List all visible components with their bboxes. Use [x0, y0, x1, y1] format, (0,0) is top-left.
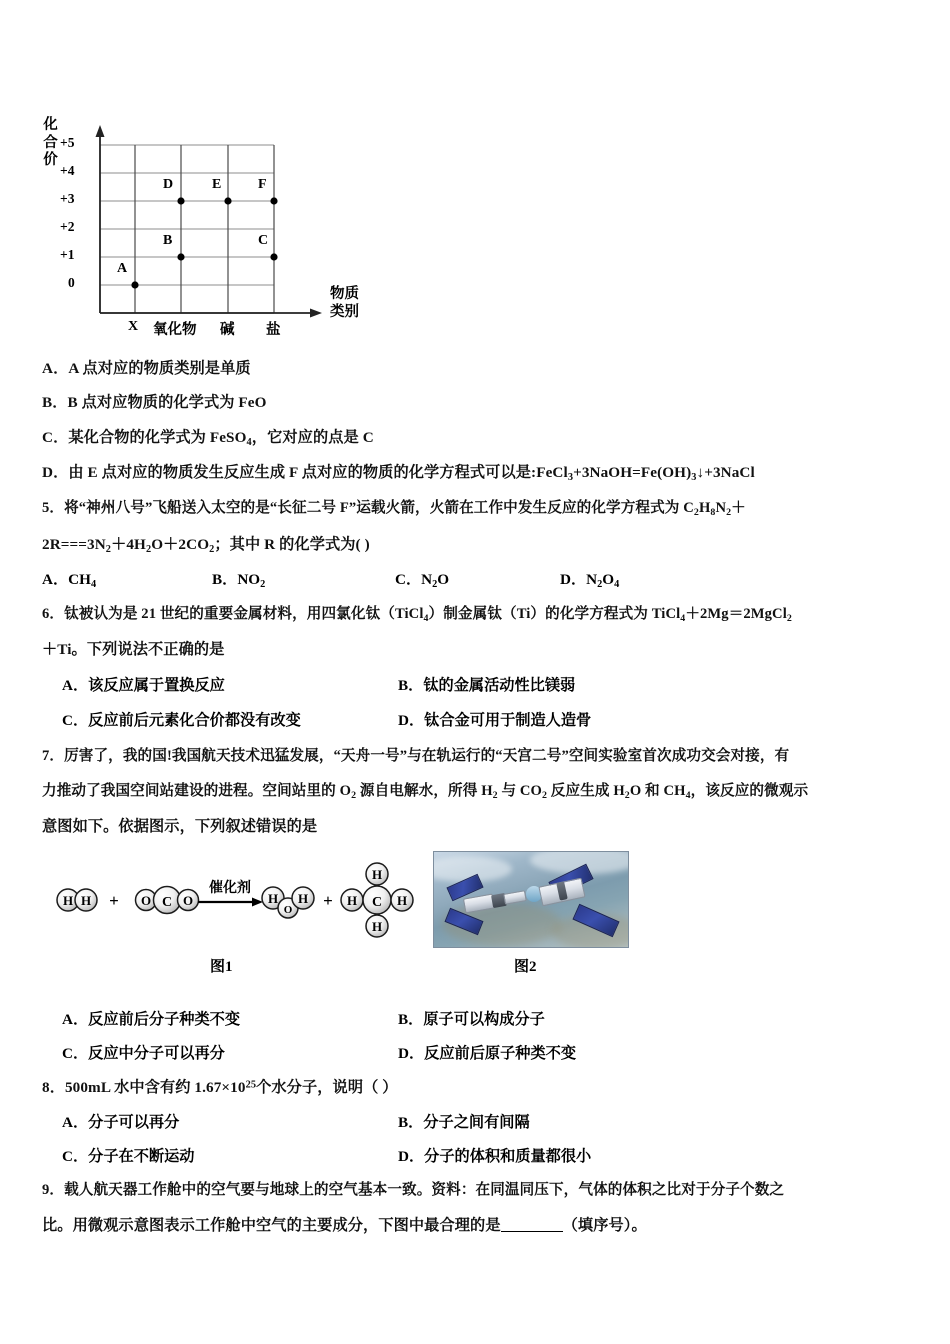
- q5-oc-sa: 2: [432, 578, 438, 590]
- q8-stem: [42, 1077, 398, 1100]
- reaction-schematic-diagram: [50, 848, 450, 958]
- q8-line-a: 8．500mL 水中含有约 1.67×10: [42, 1079, 246, 1096]
- q8-option-d: D．分子的体积和质量都很小: [398, 1148, 592, 1165]
- q5-option-d: [560, 568, 619, 590]
- q6-l1b: ）制金属钛（Ti）的化学方程式为 TiCl: [428, 606, 681, 622]
- chart-points: [131, 197, 277, 288]
- q6-option-d: D．钛合金可用于制造人造骨: [398, 712, 592, 729]
- q6-stem-line2: ＋Ti。下列说法不正确的是: [42, 641, 225, 658]
- svg-text:H: H: [267, 891, 279, 906]
- y-tick-4: +4: [60, 163, 75, 178]
- svg-text:O: O: [283, 904, 293, 916]
- q5-l1c: N: [715, 500, 727, 516]
- svg-text:H: H: [371, 919, 383, 934]
- reaction-arrow: [198, 879, 263, 907]
- point-label-D: D: [163, 177, 174, 192]
- q5-l2b: ＋4H: [111, 536, 146, 553]
- q8-option-b: B．分子之间有间隔: [398, 1114, 530, 1131]
- q6-l1c: ＋2Mg＝2MgCl: [685, 606, 787, 622]
- q5-l2s1: 2: [105, 543, 112, 555]
- q7-l2c: 与 CO: [497, 783, 542, 799]
- q6-stem-line1: [42, 604, 792, 627]
- q5-l2s2: 2: [145, 543, 152, 555]
- q5-l1s1: 2: [693, 506, 699, 518]
- q5-l2a: 2R===3N: [42, 536, 106, 553]
- q7-l2s5: 4: [685, 789, 691, 801]
- q5-l1d: ＋: [731, 500, 746, 516]
- point-label-A: A: [117, 261, 128, 276]
- y-axis-title: 化合价: [43, 117, 58, 169]
- q5-oc-fb: O: [437, 571, 450, 588]
- q4-option-c: [42, 427, 374, 450]
- svg-text:H: H: [371, 867, 383, 882]
- q4-option-a: A．A 点对应的物质类别是单质: [42, 360, 251, 377]
- q4-option-c-post: ，它对应的点是 C: [251, 429, 374, 446]
- q5-od-fb: O: [602, 571, 615, 588]
- methane-molecule: [341, 863, 413, 937]
- q4-d-mid1: +3NaOH=Fe(OH): [573, 464, 692, 481]
- q5-ob-sa: 2: [260, 578, 266, 590]
- q5-ob-fa: NO: [237, 571, 261, 588]
- q7-stem-line3: 意图如下。依据图示，下列叙述错误的是: [42, 818, 318, 835]
- svg-text:H: H: [396, 893, 408, 908]
- plus-sign-1: +: [109, 891, 119, 910]
- catalyst-label: 催化剂: [209, 881, 251, 896]
- svg-text:C: C: [161, 895, 173, 910]
- q6-l1a: 6．钛被认为是 21 世纪的重要金属材料，用四氯化钛（TiCl: [42, 606, 424, 622]
- y-tick-0: 0: [68, 275, 75, 290]
- q5-oa-sa: 4: [90, 578, 97, 590]
- q6-l1s2: 4: [680, 612, 686, 624]
- svg-text:C: C: [371, 895, 383, 910]
- y-tick-2: +2: [60, 219, 75, 234]
- q5-od-fa: N: [586, 571, 598, 588]
- q6-l1s1: 4: [423, 612, 429, 624]
- q4-d-sub1: 3: [567, 471, 574, 483]
- q4-option-b: B．B 点对应物质的化学式为 FeO: [42, 394, 267, 411]
- q5-oc-letter: C．: [395, 571, 422, 588]
- q8-exponent: 25: [245, 1079, 257, 1091]
- q7-stem-line1: 7．厉害了，我的国!我国航天技术迅猛发展，“天舟一号”与在轨运行的“天宫二号”空间实验室首次成功交会对接，有: [42, 748, 790, 764]
- q9-l2a: 比。用微观示意图表示工作舱中空气的主要成分，下图中最合理的是: [42, 1217, 501, 1234]
- valence-category-chart: [42, 95, 402, 345]
- q4-option-c-sub: 4: [246, 436, 252, 448]
- q4-d-sub2: 3: [691, 471, 697, 483]
- q5-l2c: O＋2CO: [151, 536, 210, 553]
- q8-line-b: 个水分子，说明（ ）: [256, 1079, 398, 1096]
- q5-stem-line1: [42, 498, 746, 521]
- q9-stem-line2: [42, 1215, 647, 1238]
- q5-option-a: [42, 568, 96, 590]
- q7-option-d: D．反应前后原子种类不变: [398, 1045, 577, 1062]
- x-tick-X: X: [128, 319, 139, 334]
- svg-text:H: H: [297, 891, 309, 906]
- q5-od-sb: 4: [614, 578, 620, 590]
- y-tick-1: +1: [60, 247, 75, 262]
- q4-option-d: [42, 462, 755, 485]
- q6-option-c: C．反应前后元素化合价都没有改变: [62, 712, 301, 729]
- q9-l2b: （填序号）。: [562, 1217, 647, 1234]
- q6-option-b: B．钛的金属活动性比镁弱: [398, 677, 576, 694]
- q7-l2s1: 2: [351, 789, 357, 801]
- svg-text:H: H: [80, 893, 92, 908]
- point-label-B: B: [163, 233, 173, 248]
- q7-l2s4: 2: [624, 789, 630, 801]
- plus-sign-2: +: [323, 891, 333, 910]
- q7-l2s2: 2: [492, 789, 498, 801]
- q5-l2d: ；其中 R 的化学式为( ): [214, 536, 370, 553]
- svg-text:H: H: [346, 893, 358, 908]
- q6-option-a: A．该反应属于置换反应: [62, 677, 225, 694]
- q4-d-mid2: ↓+3NaCl: [696, 464, 755, 481]
- q7-option-c: C．反应中分子可以再分: [62, 1045, 225, 1062]
- q4-option-d-pre: D．由 E 点对应的物质发生反应生成 F 点对应的物质的化学方程式可以是:FeCl: [42, 464, 568, 481]
- figure-1-caption: 图1: [210, 959, 233, 975]
- q5-stem-line2: [42, 534, 370, 557]
- q5-od-letter: D．: [560, 571, 587, 588]
- q5-od-sa: 2: [597, 578, 603, 590]
- q7-option-b: B．原子可以构成分子: [398, 1011, 545, 1028]
- q7-l2b: 源自电解水，所得 H: [356, 783, 493, 799]
- x-tick-base: 碱: [220, 322, 235, 338]
- hydrogen-molecule: [57, 889, 97, 911]
- q5-option-c: [395, 568, 449, 590]
- q7-l2s3: 2: [542, 789, 548, 801]
- q5-oa-fa: CH: [68, 571, 91, 588]
- answer-blank[interactable]: [501, 1231, 563, 1232]
- x-tick-salt: 盐: [266, 322, 281, 338]
- q7-l2d: 反应生成 H: [547, 783, 625, 799]
- q7-l2a: 力推动了我国空间站建设的进程。空间站里的 O: [42, 783, 352, 799]
- q6-l1s3: 2: [786, 612, 792, 624]
- svg-text:H: H: [62, 893, 74, 908]
- q5-l1s2: 8: [710, 506, 716, 518]
- figure-2-caption: 图2: [514, 959, 537, 975]
- q9-stem-line1: 9．载人航天器工作舱中的空气要与地球上的空气基本一致。资料：在同温同压下，气体的体积之比对于分子个数之: [42, 1182, 785, 1198]
- x-axis-title: 物质类别: [330, 286, 359, 321]
- q5-l1a: 5．将“神州八号”飞船送入太空的是“长征二号 F”运载火箭，火箭在工作中发生反应的化学方程式为 C: [42, 500, 694, 516]
- space-station-photo: [433, 851, 629, 948]
- q5-option-b: [212, 568, 265, 590]
- q7-option-a: A．反应前后分子种类不变: [62, 1011, 241, 1028]
- water-molecule: [262, 887, 314, 918]
- q8-option-c: C．分子在不断运动: [62, 1148, 195, 1165]
- q5-oc-fa: N: [421, 571, 433, 588]
- q5-ob-letter: B．: [212, 571, 238, 588]
- q4-option-c-pre: C．某化合物的化学式为 FeSO: [42, 429, 247, 446]
- y-tick-3: +3: [60, 191, 75, 206]
- q7-l2f: ，该反应的微观示: [690, 783, 809, 799]
- svg-text:O: O: [182, 893, 194, 908]
- x-axis-arrow: [310, 309, 322, 318]
- y-tick-5: +5: [60, 135, 75, 150]
- x-tick-oxide: 氧化物: [153, 322, 197, 338]
- q5-l1b: H: [698, 500, 711, 516]
- carbon-dioxide-molecule: [136, 887, 199, 914]
- q5-l1s3: 2: [726, 506, 732, 518]
- svg-text:O: O: [140, 893, 152, 908]
- q5-oa-letter: A．: [42, 571, 69, 588]
- point-label-C: C: [258, 233, 269, 248]
- q7-l2e: O 和 CH: [629, 783, 686, 799]
- q7-stem-line2: [42, 781, 808, 804]
- point-label-F: F: [258, 177, 267, 192]
- reaction-svg: [50, 848, 450, 958]
- q5-l2s3: 2: [209, 543, 215, 555]
- y-axis-arrow: [96, 125, 105, 137]
- q8-option-a: A．分子可以再分: [62, 1114, 180, 1131]
- point-label-E: E: [212, 177, 222, 192]
